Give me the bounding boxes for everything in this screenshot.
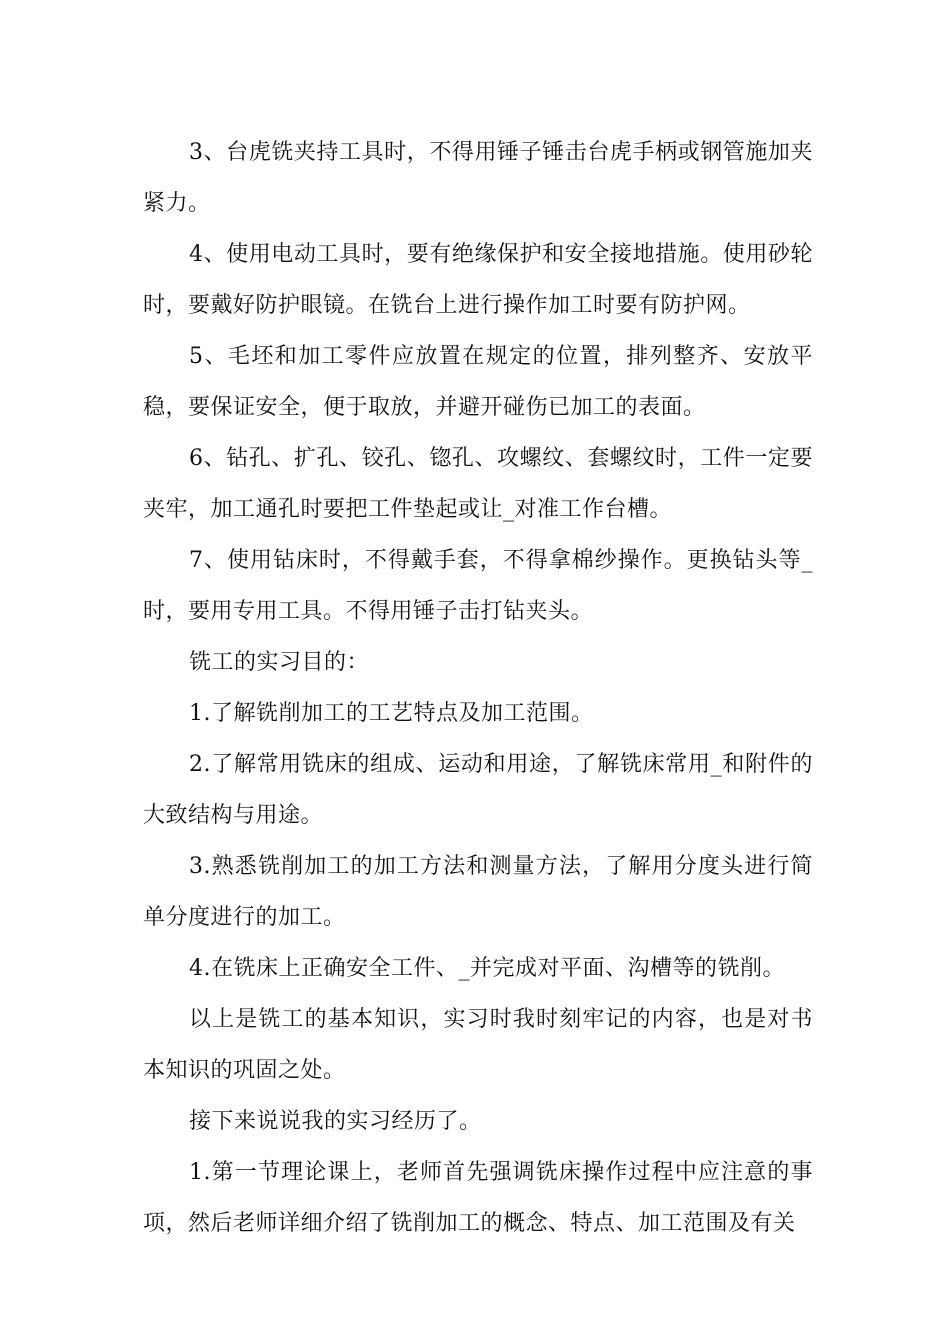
paragraph-experience-1: 1.第一节理论课上，老师首先强调铣床操作过程中应注意的事项，然后老师详细介绍了铣削加工的概念、特点、加工范围及有关 <box>143 1160 813 1236</box>
paragraph-objective-2: 2.了解常用铣床的组成、运动和用途，了解铣床常用_和附件的大致结构与用途。 <box>143 752 813 828</box>
paragraph-safety-rule-7: 7、使用钻床时，不得戴手套，不得拿棉纱操作。更换钻头等_时，要用专用工具。不得用锤子击打钻夹头。 <box>143 548 813 624</box>
section-heading-objectives: 铣工的实习目的： <box>189 650 370 675</box>
paragraph-transition: 接下来说说我的实习经历了。 <box>189 1109 482 1134</box>
paragraph-summary: 以上是铣工的基本知识，实习时我时刻牢记的内容，也是对书本知识的巩固之处。 <box>143 1007 813 1083</box>
paragraph-safety-rule-4: 4、使用电动工具时，要有绝缘保护和安全接地措施。使用砂轮时，要戴好防护眼镜。在铣台上进行操作加工时要有防护网。 <box>143 242 813 318</box>
paragraph-safety-rule-5: 5、毛坯和加工零件应放置在规定的位置，排列整齐、安放平稳，要保证安全，便于取放，并避开碰伤已加工的表面。 <box>143 344 813 420</box>
paragraph-safety-rule-3: 3、台虎铣夹持工具时，不得用锤子锤击台虎手柄或钢管施加夹紧力。 <box>143 140 813 216</box>
paragraph-safety-rule-6: 6、钻孔、扩孔、铰孔、锪孔、攻螺纹、套螺纹时，工件一定要夹牢，加工通孔时要把工件垫起或让_对准工作台槽。 <box>143 446 813 522</box>
document-body <box>143 127 813 1249</box>
paragraph-objective-3: 3.熟悉铣削加工的加工方法和测量方法，了解用分度头进行简单分度进行的加工。 <box>143 854 813 930</box>
paragraph-objective-4: 4.在铣床上正确安全工件、_并完成对平面、沟槽等的铣削。 <box>189 956 785 981</box>
paragraph-objective-1: 1.了解铣削加工的工艺特点及加工范围。 <box>189 701 594 726</box>
